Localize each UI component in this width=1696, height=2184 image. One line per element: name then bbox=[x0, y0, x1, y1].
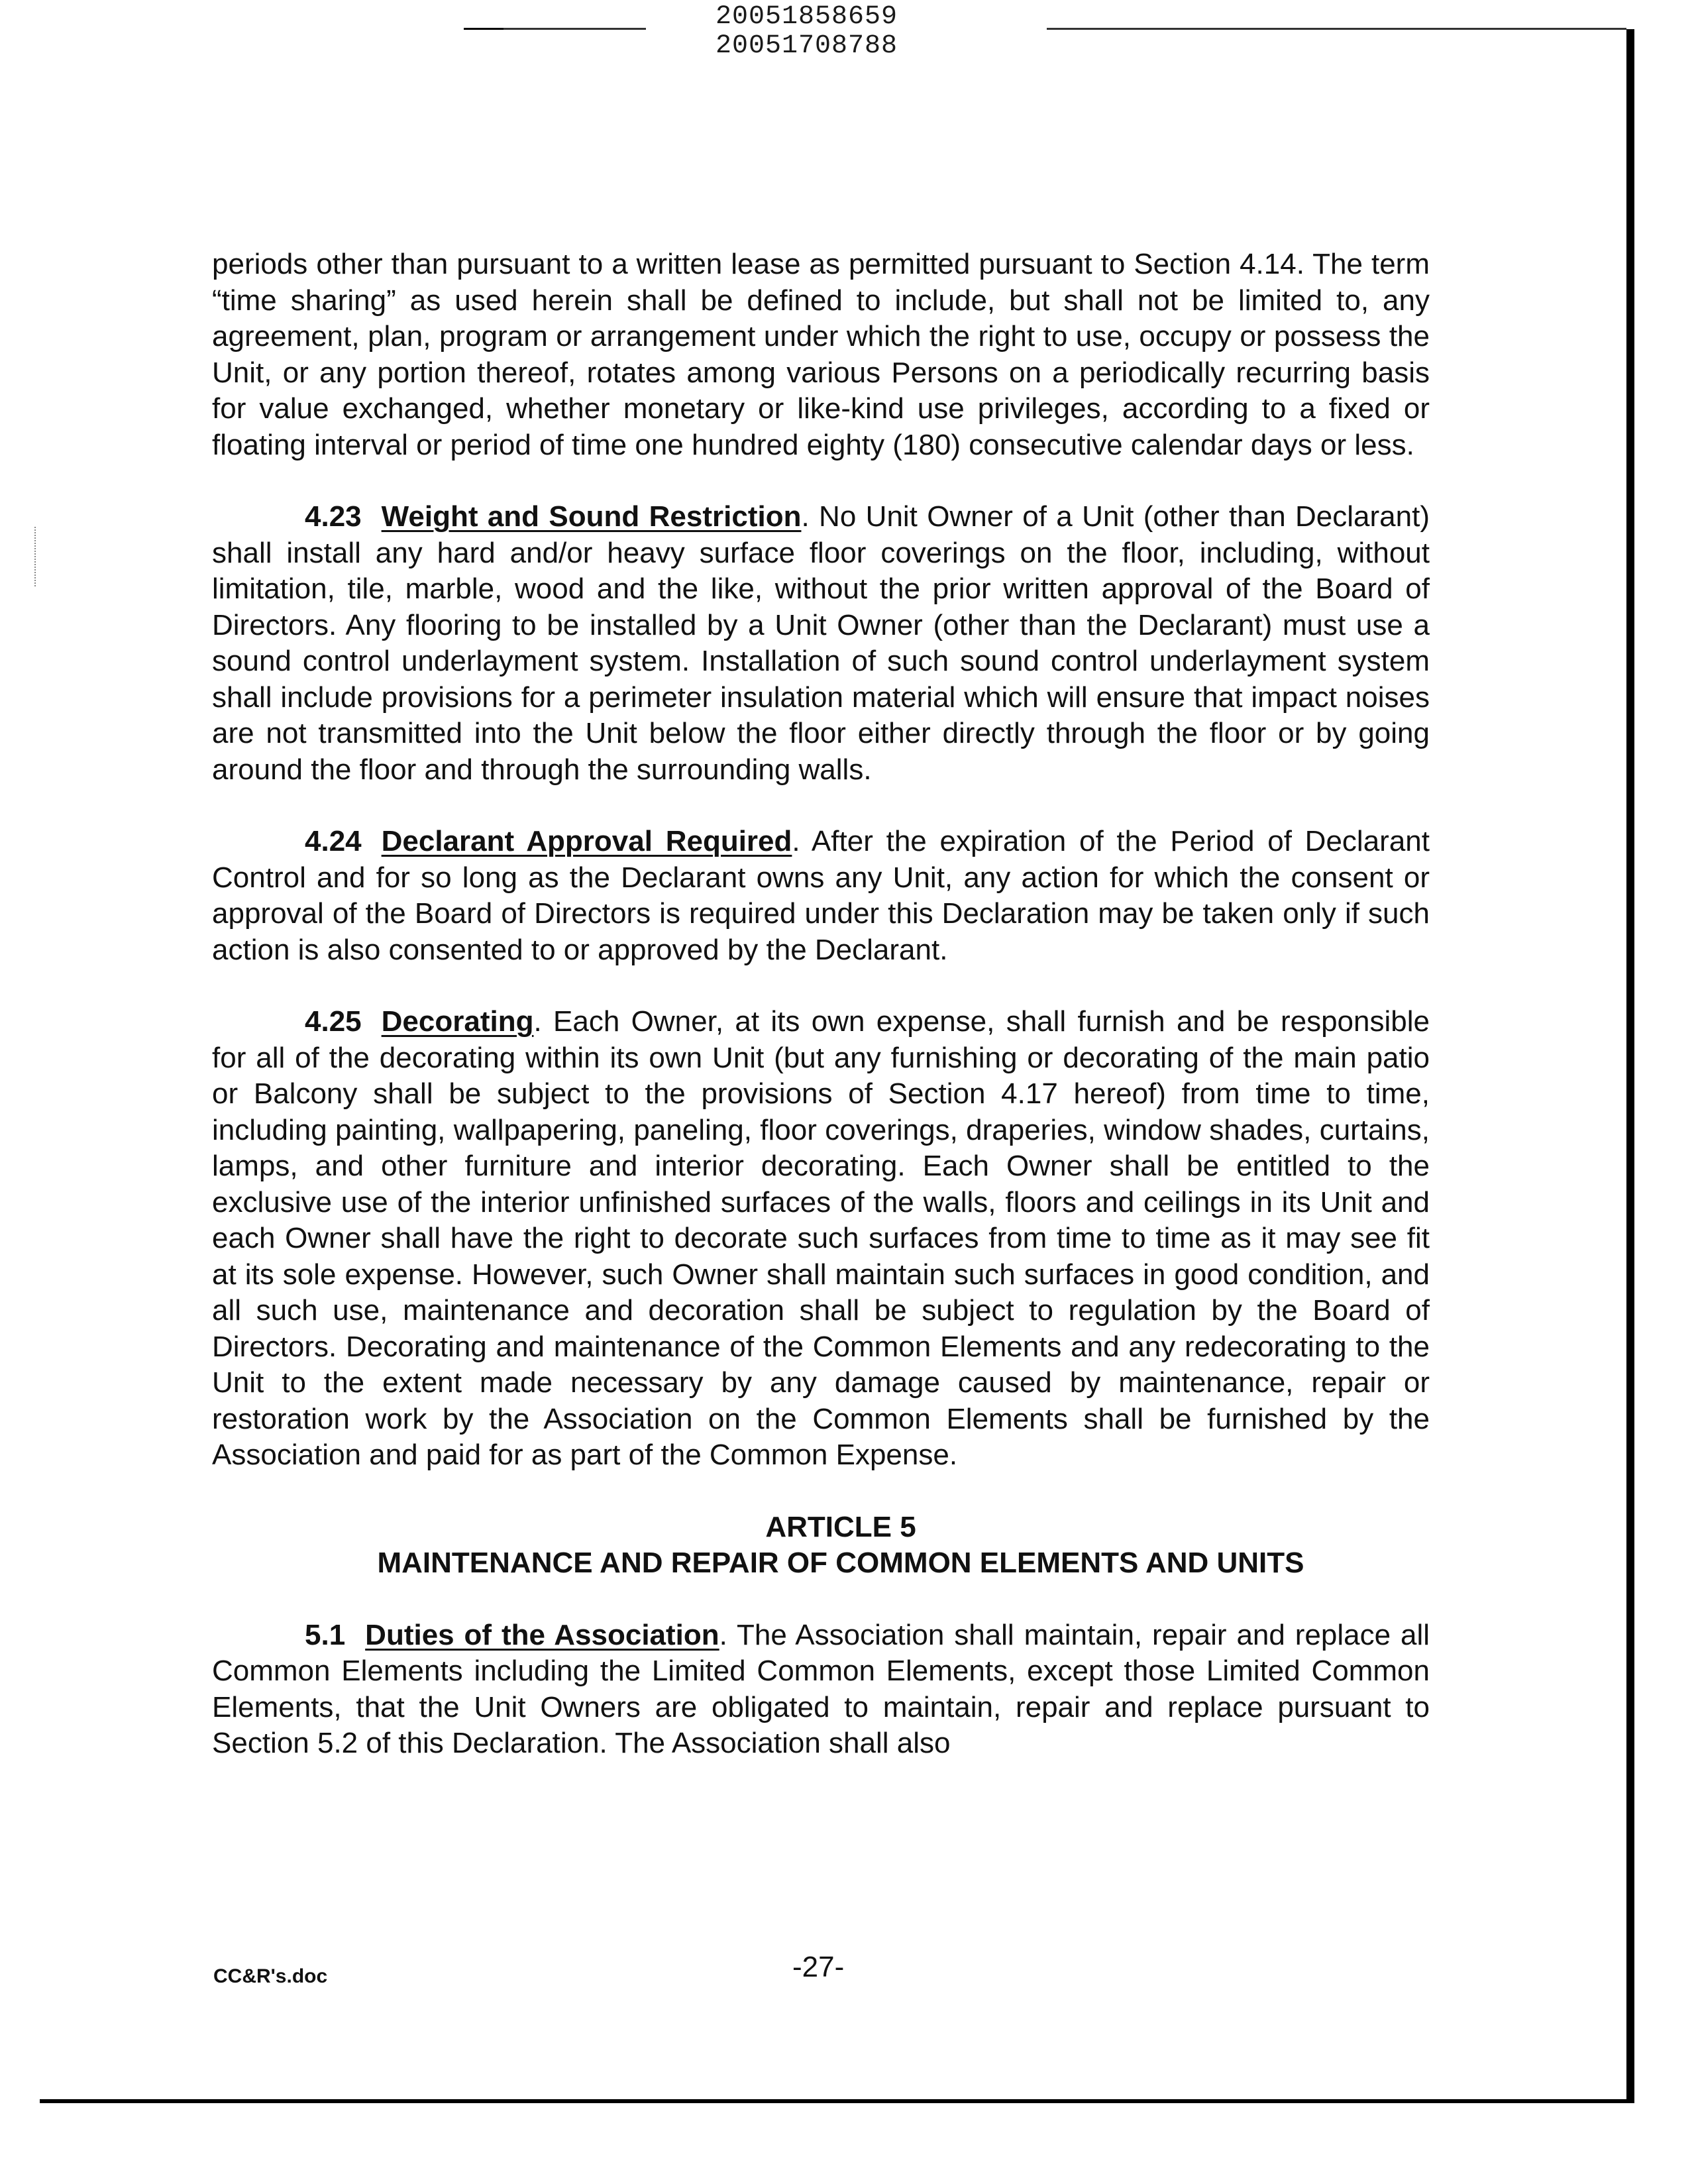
article-heading-block bbox=[212, 1509, 1430, 1582]
section-title: Declarant Approval Required bbox=[381, 825, 792, 857]
page-bottom-border bbox=[40, 2099, 1634, 2103]
document-body bbox=[212, 246, 1430, 1798]
header-rule-right bbox=[1047, 28, 1626, 30]
recording-number-1: 20051858659 bbox=[716, 2, 898, 32]
section-text: . Each Owner, at its own expense, shall furnish and be responsible for all of the decorating within its own Unit (but any furnishing or decorating of the main patio or Balcony shall be subject to the provisions of Section 4.17 hereof) from time to time, including painting, wallpapering, paneling, floor coverings, draperies, window shades, curtains, lamps, and other furniture and interior decorating. Each Owner shall be entitled to the exclusive use of the interior unfinished surfaces of the walls, floors and ceilings in its Unit and each Owner shall have the right to decorate such surfaces from time to time as it may see fit at its sole expense. However, such Owner shall maintain such surfaces in good condition, and all such use, maintenance and decoration shall be subject to regulation by the Board of Directors. Decorating and maintenance of the Common Elements and any redecorating to the Unit to the extent made necessary by any damage caused by maintenance, repair or restoration work by the Association on the Common Elements shall be furnished by the Association and paid for as part of the Common Expense. bbox=[212, 1005, 1430, 1471]
section-4-24 bbox=[212, 824, 1430, 968]
recording-numbers bbox=[716, 3, 898, 61]
section-text: . No Unit Owner of a Unit (other than Declarant) shall install any hard and/or heavy surface floor coverings on the floor, including, without limitation, tile, marble, wood and the like, without the prior written approval of the Board of Directors. Any flooring to be installed by a Unit Owner (other than the Declarant) must use a sound control underlayment system. Installation of such sound control underlayment system shall include provisions for a perimeter insulation material which will ensure that impact noises are not transmitted into the Unit below the floor either directly through the floor or by going around the floor and through the surrounding walls. bbox=[212, 500, 1430, 786]
continued-paragraph: periods other than pursuant to a written lease as permitted pursuant to Section 4.14. The term “time sharing” as used herein shall be defined to include, but shall not be limited to, any agreement, plan, program or arrangement under which the right to use, occupy or possess the Unit, or any portion thereof, rotates among various Persons on a periodically recurring basis for value exchanged, whether monetary or like-kind use privileges, according to a fixed or floating interval or period of time one hundred eighty (180) consecutive calendar days or less. bbox=[212, 248, 1430, 461]
section-text: . The Association shall maintain, repair and replace all Common Elements including the Limited Common Elements, except those Limited Common Elements, that the Unit Owners are obligated to maintain, repair and replace pursuant to Section 5.2 of this Declaration. The Association shall also bbox=[212, 1618, 1430, 1759]
section-number: 5.1 bbox=[305, 1618, 346, 1651]
section-4-25 bbox=[212, 1004, 1430, 1474]
page-right-border bbox=[1626, 29, 1634, 2103]
scan-specks bbox=[34, 527, 37, 586]
section-text: . After the expiration of the Period of Declarant Control and for so long as the Declarant owns any Unit, any action for which the consent or approval of the Board of Directors is required under this Declaration may be taken only if such action is also consented to or approved by the Declarant. bbox=[212, 825, 1430, 966]
section-title: Decorating bbox=[381, 1005, 534, 1038]
header-rule-left-mark bbox=[464, 28, 504, 30]
section-title: Duties of the Association bbox=[365, 1618, 719, 1651]
article-heading: ARTICLE 5 bbox=[765, 1510, 916, 1543]
section-number: 4.23 bbox=[305, 500, 362, 533]
recording-number-2: 20051708788 bbox=[716, 31, 898, 61]
section-4-23 bbox=[212, 499, 1430, 788]
section-title: Weight and Sound Restriction bbox=[381, 500, 802, 533]
section-number: 4.25 bbox=[305, 1005, 362, 1038]
article-title: MAINTENANCE AND REPAIR OF COMMON ELEMENTS AND UNITS bbox=[377, 1547, 1304, 1579]
footer-filename: CC&R's.doc bbox=[213, 1965, 328, 1987]
section-number: 4.24 bbox=[305, 825, 362, 857]
page-number: -27- bbox=[792, 1951, 845, 1983]
section-5-1 bbox=[212, 1617, 1430, 1762]
